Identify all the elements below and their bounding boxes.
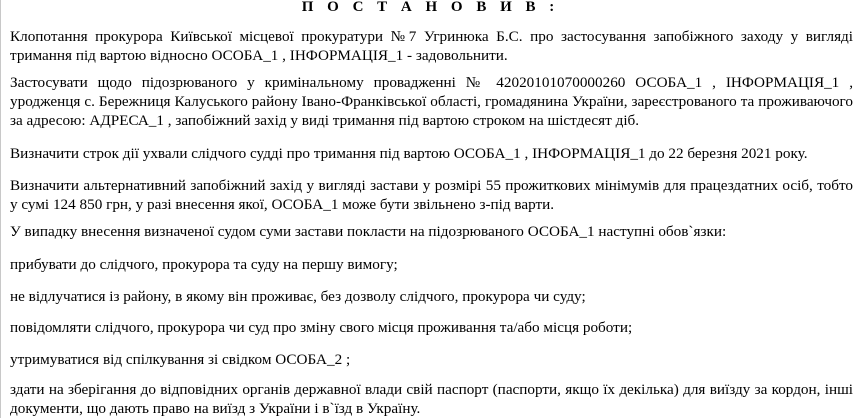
- obligation-item: не відлучатися із району, в якому він проживає, без дозволу слідчого, прокурора чи суду;: [10, 288, 586, 305]
- paragraph-motion-granted: Клопотання прокурора Київської місцевої прокуратури №7 Угринюка Б.С. про застосування запобіжного заходу у вигляді тримання під вартою відносно ОСОБА_1 , ІНФОРМАЦІЯ_1 - задовольнити.: [10, 28, 853, 64]
- paragraph-apply-measure: Застосувати щодо підозрюваного у кримінальному провадженні № 42020101070000260 ОСОБА_1 , ІНФОРМАЦІЯ_1 , уродженця с. Бережниця Калуського району Івано-Франківської області, громадянина України, зареєстрованого та проживаючого за адресою: АДРЕСА_1 , запобіжний захід у виді тримання під вартою строком на шістдесят діб.: [10, 74, 853, 129]
- obligation-item: прибувати до слідчого, прокурора та суду на першу вимогу;: [10, 256, 398, 273]
- obligation-item: повідомляти слідчого, прокурора чи суд про зміну свого місця проживання та/або місця роботи;: [10, 319, 633, 336]
- obligation-item: утримуватися від спілкування зі свідком ОСОБА_2 ;: [10, 351, 351, 368]
- obligation-item: здати на зберігання до відповідних органів державної влади свій паспорт (паспорти, якщо їх декілька) для виїзду за кордон, інші документи, що дають право на виїзд з України і в`їзд в Україну.: [10, 381, 853, 417]
- paragraph-obligations-intro: У випадку внесення визначеної судом суми застави покласти на підозрюваного ОСОБА_1 наступні обов`язки:: [10, 223, 727, 240]
- ruling-heading: П О С Т А Н О В И В :: [301, 0, 560, 15]
- paragraph-term: Визначити строк дії ухвали слідчого судді про тримання під вартою ОСОБА_1 , ІНФОРМАЦІЯ_1 до 22 березня 2021 року.: [10, 145, 808, 162]
- paragraph-bail: Визначити альтернативний запобіжний захід у вигляді застави у розмірі 55 прожиткових мінімумів для працездатних осіб, тобто у сумі 124 850 грн, у разі внесення якої, ОСОБА_1 може бути звільнено з-під варти.: [10, 177, 853, 213]
